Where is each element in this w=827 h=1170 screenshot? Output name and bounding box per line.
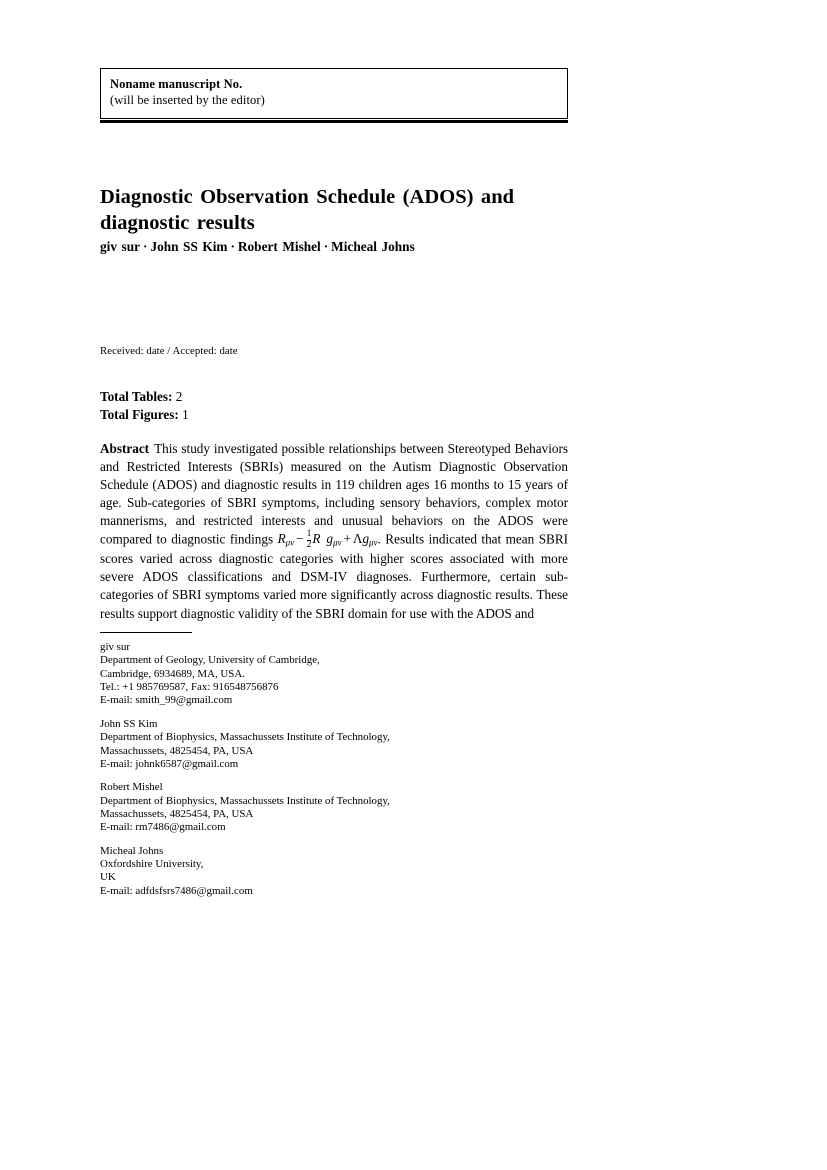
- affiliation-line: Massachussets, 4825454, PA, USA: [100, 807, 254, 820]
- total-tables-value: 2: [175, 389, 183, 404]
- affiliation-block: [100, 718, 568, 771]
- affiliation-line: UK: [100, 871, 116, 884]
- affiliation-line: Cambridge, 6934689, MA, USA.: [100, 667, 245, 680]
- affiliation-line: Department of Geology, University of Cambridge,: [100, 654, 320, 667]
- author-name: Micheal Johns: [331, 239, 415, 254]
- author-list: [100, 238, 568, 256]
- footnote-separator-rule: [100, 632, 192, 633]
- received-accepted-line: Received: date / Accepted: date: [100, 345, 238, 357]
- affiliation-block: [100, 641, 568, 708]
- affiliation-contact-line: Tel.: +1 985769587, Fax: 916548756876: [100, 681, 279, 694]
- total-tables-label: Total Tables:: [100, 389, 173, 404]
- affiliation-block: [100, 781, 568, 834]
- total-figures-label: Total Figures:: [100, 407, 179, 423]
- affiliations-footnote: [100, 641, 568, 898]
- affiliation-email-line: E-mail: adfdsfsrs7486@gmail.com: [100, 884, 253, 897]
- author-name: giv sur: [100, 239, 140, 254]
- total-tables-row: [100, 388, 568, 406]
- author-name: Robert Mishel: [237, 239, 321, 254]
- totals-block: [100, 388, 568, 424]
- affiliation-author-name: Micheal Johns: [100, 844, 164, 857]
- affiliation-line: Oxfordshire University,: [100, 858, 204, 871]
- affiliation-line: Department of Biophysics, Massachussets Institute of Technology,: [100, 731, 390, 744]
- affiliation-author-name: Robert Mishel: [100, 781, 163, 794]
- abstract-heading: Abstract: [100, 441, 150, 456]
- author-separator: ·: [230, 239, 235, 254]
- abstract-text-part-1: This study investigated possible relationships between Stereotyped Behaviors and Restricted Interests (SBRIs) measured on the Autism Diagnostic Observation Schedule (ADOS) and diagnostic results in 119 children ages 16 months to 15 years of age. Sub-categories of SBRI symptoms, including sensory behaviors, complex motor mannerisms, and restricted interests and unusual behaviors on the ADOS were compared to diagnostic findings: [100, 441, 568, 547]
- page-title: Diagnostic Observation Schedule (ADOS) and diagnostic results: [100, 185, 515, 235]
- affiliation-email-line: E-mail: johnk6587@gmail.com: [100, 757, 239, 770]
- affiliation-line: Massachussets, 4825454, PA, USA: [100, 744, 254, 757]
- header-divider-rule: [100, 120, 568, 123]
- abstract-section: [100, 440, 568, 623]
- affiliation-email-line: E-mail: rm7486@gmail.com: [100, 821, 226, 834]
- journal-manuscript-number: Noname manuscript No.: [110, 77, 243, 91]
- affiliation-email-line: E-mail: smith_99@gmail.com: [100, 694, 233, 707]
- inline-math-einstein-tensor: $R_{\mu\nu}$ − $\frac{1}{2}$ R $g_{\mu\nu} + \Lambda g_{\mu\nu}$: [277, 529, 378, 550]
- journal-editor-note: (will be inserted by the editor): [110, 92, 265, 107]
- journal-header-box: [100, 68, 568, 119]
- author-name: John SS Kim: [150, 239, 228, 254]
- total-figures-row: [100, 406, 568, 424]
- author-separator: ·: [143, 239, 148, 254]
- author-separator: ·: [323, 239, 329, 254]
- affiliation-author-name: John SS Kim: [100, 717, 158, 730]
- total-figures-value: 1: [182, 407, 189, 423]
- abstract-text-part-2: . Results indicated that mean SBRI scores varied across diagnostic categories with higher scores associated with more severe ADOS classifications and DSM-IV diagnoses. Furthermore, certain sub-categories of SBRI symptoms varied more significantly across diagnostic results. These results support diagnostic validity of the SBRI domain for use with the ADOS and: [100, 531, 569, 621]
- affiliation-author-name: giv sur: [100, 641, 130, 653]
- affiliation-block: [100, 845, 568, 898]
- affiliation-line: Department of Biophysics, Massachussets Institute of Technology,: [100, 794, 390, 807]
